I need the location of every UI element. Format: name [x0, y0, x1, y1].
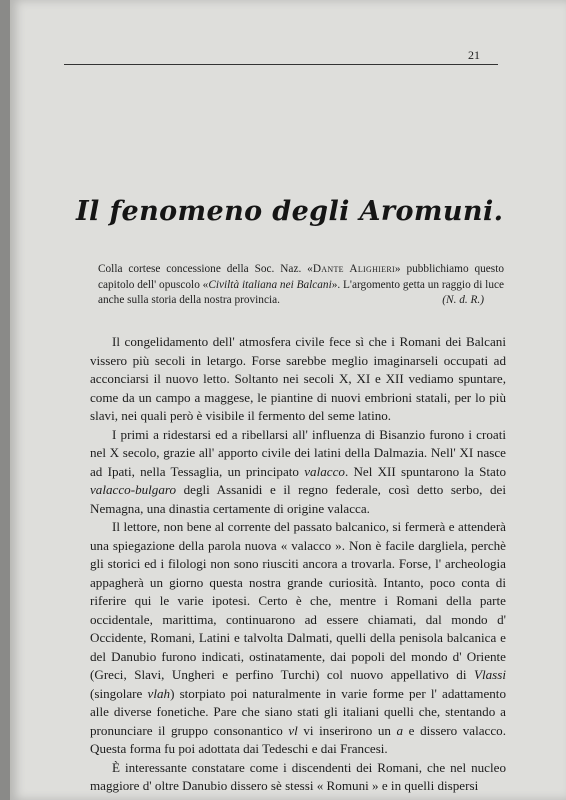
italic-term: valacco	[304, 463, 345, 479]
page-number: 21	[468, 48, 480, 62]
book-page	[10, 0, 566, 800]
italic-term: vl	[288, 722, 298, 738]
header-rule	[64, 64, 498, 65]
paragraph-text: degli Assanidi e il regno federale, così detto serbo, dei Nemagna, una dinastia certamente di origine valacca.	[90, 482, 506, 516]
editor-credit: (N. d. R.)	[442, 294, 484, 306]
society-name: Dante Alighieri	[312, 263, 395, 275]
italic-term: vlah	[147, 685, 171, 701]
paragraph-text: Il lettore, non bene al corrente del passato balcanico, si fermerà e attenderà una spiegazione della parola nuova « valacco ». Non è facile dargliela, perchè gli storici ed i filologi non sono riusciti ancora a trovarla. Forse, l' archeologia appagherà un giorno questa nostra grande curiosità. Intanto, poco conta di riferire qui le varie ipotesi. Certo è che, mentre i Romani della parte occidentale, marittima, continuarono ad essere chiamati, dal mondo d' Occidente, Romani, Latini e talvolta Dalmati, quelli della penisola balcanica e del Danubio furono indicati, ostinatamente, dai popoli del mondo d' Oriente (Greci, Slavi, Ungheri e perfino Turchi) col nuovo appellativo di	[90, 519, 506, 682]
intro-text: » pubblichiamo questo capitolo dell' opuscolo «	[98, 263, 504, 291]
italic-term: a	[396, 722, 404, 738]
paragraph-text: . Nel XII spuntarono la Stato	[344, 463, 506, 479]
editorial-note	[98, 262, 504, 309]
paragraph-text: vi inserirono un	[297, 722, 397, 738]
booklet-title: Civiltà italiana nei Balcani	[208, 278, 332, 291]
paragraph: Il congelidamento dell' atmosfera civile fece sì che i Romani dei Balcani vissero più secoli in letargo. Forse sarebbe meglio imaginarseli occupati ad acconciarsi il nuovo letto. Soltanto nei secoli X, XI e XII vediamo spuntare, come da un campo a maggese, le piantine di nuovi embrioni statali, per lo più slavi, nei quali però è visibile il fermento del seme latino.	[90, 334, 506, 423]
italic-term: valacco-bulgaro	[90, 482, 177, 497]
paragraph-text: I primi a ridestarsi ed a ribellarsi all' influenza di Bisanzio furono i croati nel X secolo, grazie all' apporto civile dei latini della Dalmazia. Nell' XI nasce ad Ipati, nella Tessaglia, un principato	[90, 426, 506, 479]
article-body	[90, 333, 506, 796]
paragraph	[90, 518, 506, 759]
intro-text: ». L'argomento getta un raggio di luce anche sulla storia della nostra provincia.	[98, 278, 505, 306]
paragraph-text: (singolare	[90, 685, 148, 701]
intro-text: Colla cortese concessione della Soc. Naz. «	[98, 263, 313, 275]
paragraph-text: e dissero valacco. Questa forma fu poi adottata dai Tedeschi e dai Francesi.	[90, 722, 506, 756]
paragraph	[90, 426, 506, 519]
article-title: Il fenomeno degli Aromuni.	[76, 196, 504, 227]
paragraph-text: ) storpiato poi naturalmente in varie forme per l' adattamento alle diverse fonetiche. Pare che siano stati gli italiani quelli che, stentando a pronunciare il gruppo consonantico	[90, 685, 506, 738]
paragraph: È interessante constatare come i discendenti dei Romani, che nel nucleo maggiore d' oltre Danubio dissero sè stessi « Romuni » e in quelli dispersi	[90, 759, 506, 793]
italic-term: Vlassi	[473, 667, 506, 682]
